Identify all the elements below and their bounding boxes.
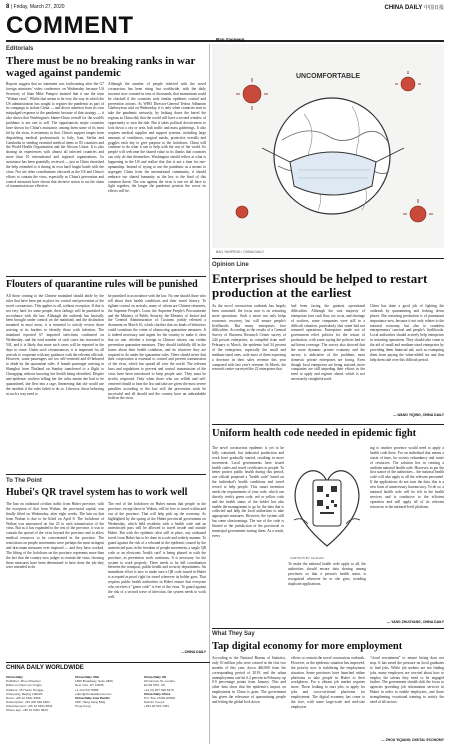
footer-column-name: China Daily USA (75, 675, 100, 679)
footer-column-uk-africa: China Daily UK 90 Cannon St, London EC4N 6HA, UK +44 (0) 207 398 8270 China Daily Africa P.O. Box 27281-00506 Nairobi, Kenya +254 20 522 1051 (144, 675, 176, 709)
opinion-byline: — WANG YIQING, CHINA DAILY (393, 413, 444, 417)
issue-date: | Friday, March 27, 2020 (10, 4, 65, 10)
editorial-2-column-1: All those coming to the Chinese mainland should abide by the rules that have been put in place for control and prevention of the novel coronavirus. This applies to all, without exception. If that is not very hard for some people, their failings will be punished in accordance with the law. Although the outbreak has basically been brought under control on the mainland, and the distinction mounted in most areas, it is essential to strictly review those arriving at its borders to identify those with infection. The mainland reported 67 imported infections confirmed on Wednesday, and the total number of such cases has increased to 541, and it is likely that more such cases will be reported in the days to come. Under such circumstances, it is important for all arrivals to cooperate with any guidance with the relevant officials. However, some passengers are too self-centered and ill-behaved to abide by the quarantine rules. A female passenger arriving in Shanghai from Thailand on Sunday transferred to a flight to Chongqing without knowing her health being identified. Despite anti-epidemic workers telling her the rules meant she had to be quarantined, she flew into a rage, threatening that she would use the incident if the rules failed to do so. Likewise, those behaving in such a way need to (6, 294, 104, 396)
editorial-3-headline: Hubei's QR travel system has to work well (6, 487, 188, 498)
editorial-1-column-2: Although the number of people infected with the novel coronavirus has been rising fast worldwide, with the daily increase now counted in tens of thousands, that momentum could be checked if the countries took similar epidemic control and prevention actions. As WHO Director-General Tedros Adhanom Ghebreyesus said on Wednesday, it is only when countries start to take the pandemic seriously, by looking down the barrel the regions as China did, that the world will have a second window of opportunity to turn the tide. But it takes political decisiveness to lock down a city or area, halt traffic and mass gatherings. It also requires medical supplies and support systems, including large amounts of ventilators, surgical masks, protective overalls and goggles each day to give purpose to the lockdown. China will continue to do what it can to help with the rest of the world. Its people will welcome the shared value in its thanks that countries can only do that themselves. Washington should reflect at what is happening in the US and realize that this is not a time for one-upmanship. Instead of trying to use the pandemic as a means to segregate China from the international community, it should embrace our shared humanity as the key to the final of this common threat. The war against the virus is one we all have to fight together, the longer the pandemic persists the worse its effects will be. (108, 82, 206, 194)
worldwide-footer (6, 662, 210, 743)
footer-title: CHINA DAILY WORLDWIDE (6, 665, 84, 671)
footer-column-china: China Daily Publisher: Zhou Shuchun Editor-in-Chief: Qu Yingpu Address: 15 Huixin Dongjie, Chaoyang, Beijing 100029 News: +86 10 6491 8366 Subscription: +86 400 699 0203 Advertisement: +86 10 6491 8631 Phone app: +86 10 6491 0629 (6, 675, 53, 713)
editorial-1-column-1: Reports suggest that no statement was forthcoming after the G7 foreign ministers' video conference on Wednesday because US Secretary of State Mike Pompeo insisted that it use the term "Wuhan virus". Whilst that seems to be very the way in which the US administration has sought to register the pandemic as part of its campaign to isolate China — and divert attention from its own misjudged response to the pandemic because of that strategy — it also shows that Washington's blame-China overall for the world's problems is not one to sell. The opportunistic major countries have shown for China's assistance, among them some of its most hit by the virus, is testimony to that. China's support ranges from dispatching medical professionals to Italy, Iran, Serbia and Cambodia to sending essential medical items to 83 countries and the World Health Organization and the African Union. It is also sharing its experiences with almost all infected countries and more than 10 international and regional organizations. Its assistance has been gratefully received — just as China cherished the help extended to it during its own hard fought battle with the virus. Nor are other contributions obscured as the US and China's efforts to contain the virus, especially as China's prevention and control measures have shown that decisive action to cut the chain of transmission are effective. (6, 82, 104, 189)
footer-column-usa: China Daily USA 1500 Broadway, Suite 2800, New York, NY 10036 +1 212 537 8888 editor@chinadailyusa.com China Daily Asia Pacific 25/F, Hang Seng Bldg, Hong Kong (75, 675, 114, 709)
editorial-3-byline: —CHINA DAILY (181, 650, 206, 654)
divider (6, 474, 206, 475)
health-code-column-continued: To make the national health code apply to all, the authorities should ensure data sharing among provinces so that a person's health status is recognized wherever he or she goes, avoiding duplicate applications. (288, 562, 366, 586)
opinion-column-3: China has done a good job of fighting the outbreak by quarantining and locking down places. But restarting production is of paramount importance now, because it not only relates to the national economy, but also to countless entrepreneurs' survival and people's livelihoods. Local authorities should actively help enterprises in restarting operations. They should also come to the aid of small and medium-sized enterprises by providing them financial aid, such as exempting them from paying the value-added tax and thus help them tide over this difficult period. (370, 304, 444, 362)
health-code-column-2: ing to another province would need to apply a health code there. For an individual that means a waste of time, for society redundancy and waste of resources. The solution lies in creating a uniform national health code. However, as per the first stance of the authorities... the national health code will also apply to all the relevant personnel. If the applications do not trust the data, this is a new form of unnecessary bureaucracy. To do so, a national health code will be felt in the health services and is conducive to the efficient operation and will apply all of its relevant resources to the national-level platform. (370, 446, 444, 509)
page-number: 8 (6, 4, 10, 10)
what-they-say-column-1: According to the National Bureau of Statistics, only 10 million jobs were created in the first two months of this year, down 460,000 from the corresponding period of 2019, and the urban unemployment rate hit 6.2 percent in February, up 0.9 percentage points from January. This and other data show that the epidemic's impact on employment in China is grim. The government has given the relevance of quarantining people and letting the global lock down (212, 656, 286, 704)
footer-column-name: China Daily UK (144, 675, 167, 679)
divider (212, 258, 444, 259)
what-they-say-column-3: "cloud recruitment" to ensure hiring does not stop. It has eased the pressure on local graduates to find jobs. While job seekers are not finding jobs, many employers are worried about how to employ the talents they need to be engaged further. The government should shift the focus to agencies providing job information services in Hubei in order to enable employees, and those strengthening vocational training to satisfy the need of all sectors. (370, 656, 444, 704)
opinion-column-2: had been facing the greatest operational difficulties. Although the vast majority of enterprises face cash flow, tax costs, and shortage of workers, some companies were still in a difficult situation, particularly that some had not resumed operations. Enterprises made use of government relief policies for the restart of production, with some saying the policies had no sufficient coverage. The survey also showed that the more dynamic private economy and the survey is indicative of the problems most domestic private enterprises are facing. Even though local enterprises are being assisted, more companies are still impeding their efforts in the need to apply and register ahead, which is not necessarily straightforward. (291, 304, 365, 382)
heart-phone-illustration (288, 450, 366, 554)
editorial-2-headline: Flouters of quarantine rules will be punished (6, 279, 198, 290)
opinion-kicker: Opinion Line (212, 262, 249, 268)
what-they-say-byline: — ZHOU YIQIANG, DIGITAL ECONOMY (381, 738, 444, 742)
column-divider (209, 44, 210, 744)
cartoon-label: UNCOMFORTABLE (295, 73, 361, 80)
opinion-headline: Enterprises should be helped to restart production at the earliest (212, 271, 428, 301)
section-masthead: COMMENT (6, 12, 134, 39)
editorial-3-column-2: The end of the lockdown on Hubei means that people in the province, except those in Wuhan, will be free to travel within and out of the province. That will help pick up the economy. As highlighted by the spring of the Hubei provincial government on Wednesday, which held residents with a health code and an unrestricted pass will be allowed to travel inside and outside Hubei. But with the epidemic alert still in place, any outbound travel from Hubei has to be done in a safe and orderly manner. To guard against the risk of a rebound in the epidemic caused by the unrestricted pass in the freedom of people movement, a single QR code or an electronic 'health card' is being phased in with the province, as prevention work continues. It is necessary for the system to work properly. There needs to be full coordination between the transport, public health and security departments. An immediate effort is now to make sure a QR code issued in Hubei is accepted as proof right for travel wherever its holder goes. That requires public health authorities in Hubei ensure that everyone who receives a "green code" is free of the virus. To guard against the risk of a second wave of infection, the system needs to work well. (108, 502, 206, 599)
divider (6, 276, 206, 277)
to-the-point-kicker: To The Point (6, 478, 42, 484)
cartoonist-credit: Bao Yanpeng (216, 37, 245, 42)
what-they-say-column-2: efforts to contain the novel coronavirus outbreak. However, as the epidemic situation has improved, the priority now is stabilizing the employment situation. Some provinces have launched online platforms to take people in Hubei to their workplaces. For a vibrant job market requires more. Those looking to start jobs, to apply for jobs and cross-sectional platforms for employment. The digital economy has come to the fore, with some large-scale and mid-size employers (291, 656, 365, 709)
health-code-column-1: The novel coronavirus epidemic is yet to be fully contained, but industrial production and work have gradually started, resulting in more movement. Local governments have issued health codes and travel certificates to people. To better protect public health during this period, one official proposed a "health code" based on the individual's health conditions and travel record to help people. This smart invention needs the requirements of your code, which can directly certify green code, red or yellow code and the health status of the holder but also enable the management to go by the data that is collected and help the local authorities to take appropriate measures. However, the system still has some shortcomings. The use of the code is limited to the jurisdiction of the provincial or municipal government issuing them. As a result, every (212, 446, 284, 538)
what-they-say-headline: Tap digital economy for more employment (212, 641, 403, 652)
health-code-headline: Uniform health code needed in epidemic fight (212, 428, 417, 439)
what-they-say-kicker: What They Say (212, 631, 255, 637)
divider (212, 628, 444, 629)
divider (212, 424, 444, 425)
health-code-byline: — YANG ZHUOYANG, CHINA DAILY (386, 620, 444, 624)
health-code-illustration (288, 450, 366, 554)
editorial-cartoon (212, 44, 444, 248)
editorial-3-column-1: The ban on outbound civilian traffic from Hubei province, with the exception of that from Wuhan, the provincial capital, was finally lifted on Wednesday, after eight weeks. The ban on that from Wuhan is due to be lifted on April 8. The lockdown of Wuhan was announced on Jan 23 to curb transmission of the virus. But as it has expanded to the rest of the province, it was to contain the spread of the virus beyond the province and to allow medical resources to be concentrated in the province. The restrictions on people movements were perhaps the most stringent and draconian measures ever imposed — and they have worked. The lifting of the lockdown on the province represents more than the fact that the country now judges to contain the virus, showing those measures have been determined to have done the job they were intended to do. (6, 502, 104, 570)
cartoon-illustration (212, 44, 444, 248)
editorial-2-column-2: be punished in accordance with the law. No one should those who tell about their health conditions and their travel history. To tighten control on arrivals, many of whom are Chinese returnees, the Supreme People's Court, the Supreme People's Procuratorate and the Ministry of Public Security, the Ministry of Justice and the General Administration of Customs jointly released a document on March 16, which clarifies that six kinds of behaviors could constitute the crime of obstructing quarantine measures. It is indeed necessary and urgent for the country to make it clear that no one, whether a foreign or Chinese citizen, can violate prevention quarantine measures. They should faithfully fill in the forms about their health condition, and do whatever they are required to do under the quarantine rules. There should never that their cooperation is essential to control and prevent transmission of the virus, which has spread all over the world. The relevant laws and regulations to prevent and control transmission of the virus have been introduced to keep people safe. They must be strictly respected. Only when those who are selfish and self-centered should to hear the law and take are given the most severe penalties according to the law will the prevention work be successful and all should and the country have an unbreakable hold on the virus. (108, 294, 206, 401)
cartoon-caption: BAO YANPENG / CHINA DAILY (216, 250, 265, 254)
editorials-kicker: Editorials (6, 46, 34, 52)
editorial-1-headline: There must be no breaking ranks in war waged against pandemic (6, 55, 196, 79)
footer-column-name: China Daily (6, 675, 23, 679)
paper-name: CHINA DAILY 中国日报 (384, 5, 444, 11)
health-code-cartoon-caption: CARTOON BY JIA ZHAO (290, 556, 324, 560)
opinion-column-1: As the novel coronavirus outbreak has largely been contained, the focus now is on restarting more operations. Such a move not only helps economic recovery, but will ensure people's livelihoods. But many enterprises face difficulties. According to the results of a General Survey of Business Research Center survey of 244 private enterprises, as compiled from mid-February to March, the epidemic had 34 percent of the enterprises, especially the small and medium-sized ones, with most of them expecting a decrease in their sales revenue this year compared with last year's revenue. In March, the research center surveyed the 22 enterprises that (212, 304, 286, 372)
